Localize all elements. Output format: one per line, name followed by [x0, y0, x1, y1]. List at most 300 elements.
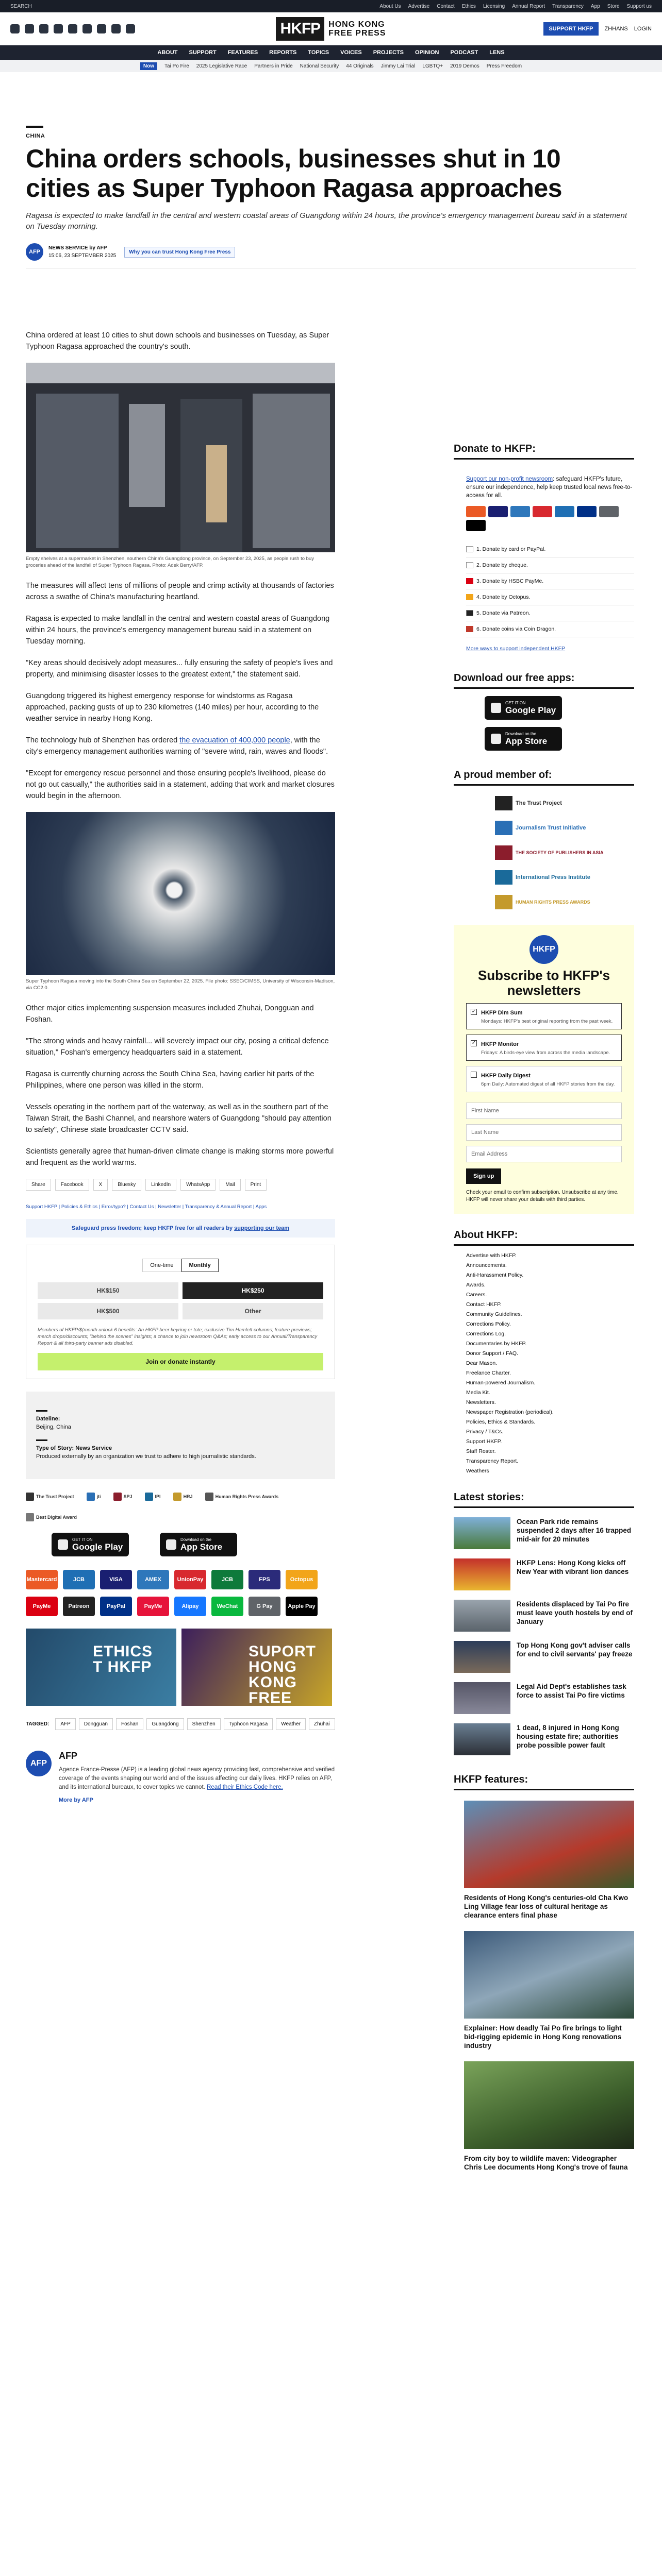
promo-videos [26, 1629, 335, 1706]
byline-text [48, 244, 116, 260]
option-label: 2. Donate by cheque. [476, 562, 528, 568]
about-link[interactable]: Advertise with HKFP. [466, 1252, 517, 1259]
promo-text: ETHICS [93, 1643, 153, 1660]
member-logo[interactable] [495, 796, 634, 810]
hrj-icon [173, 1493, 181, 1501]
trending-link[interactable]: Jimmy Lai Trial [380, 63, 416, 69]
facebook-icon[interactable] [10, 24, 20, 33]
list-item[interactable] [454, 1723, 634, 1755]
jcb-icon [555, 506, 574, 517]
divider [36, 1410, 47, 1412]
amount-options [38, 1282, 323, 1319]
member-logo[interactable] [26, 1513, 77, 1521]
amount-option[interactable]: HK$150 [38, 1282, 178, 1299]
divider [36, 1439, 47, 1441]
donate-option[interactable] [466, 621, 634, 637]
logo-label: The Trust Project [516, 800, 562, 806]
story-title[interactable]: Ocean Park ride remains suspended 2 days after 16 trapped mid-air for 20 minutes [517, 1518, 632, 1543]
about-link[interactable]: Support HKFP. [466, 1438, 502, 1445]
threads-icon[interactable] [54, 24, 63, 33]
trending-link[interactable]: LGBTQ+ [422, 63, 443, 69]
paragraph: China ordered at least 10 cities to shut down schools and businesses on Tuesday, as Super Typhoon Ragasa approached the country's south. [26, 331, 329, 351]
about-link[interactable]: Contact HKFP. [466, 1301, 502, 1308]
feature-title[interactable]: From city boy to wildlife maven: Videographer Chris Lee documents Hong Kong's trove of fauna [464, 2155, 628, 2171]
nav-item[interactable]: FEATURES [227, 49, 258, 56]
hkfp-logo: HKFP [529, 935, 558, 964]
paragraph [26, 735, 335, 757]
checkbox-checked-icon[interactable]: ✓ [471, 1009, 476, 1014]
search-link[interactable]: SEARCH [10, 3, 32, 9]
tag[interactable]: Zhuhai [309, 1718, 335, 1730]
support-video-card[interactable] [181, 1629, 332, 1706]
logo-label: The Trust Project [36, 1494, 74, 1499]
youtube-icon[interactable] [68, 24, 77, 33]
author-box [26, 1751, 335, 1805]
google-play-icon [491, 703, 501, 713]
jti-icon [495, 821, 512, 835]
trust-project-icon [26, 1493, 34, 1501]
member-logo[interactable] [173, 1493, 193, 1501]
paypal-icon[interactable]: PayPal [100, 1597, 132, 1616]
about-link[interactable]: Careers. [466, 1292, 487, 1298]
member-logo[interactable] [495, 845, 634, 860]
google-pay-icon[interactable]: G Pay [249, 1597, 280, 1616]
trending-link[interactable]: Press Freedom [486, 63, 522, 69]
newsletter-heading: Subscribe to HKFP's newsletters [477, 968, 610, 998]
payme-icon[interactable]: PayMe [137, 1597, 169, 1616]
apps-heading: Download our free apps: [454, 672, 634, 689]
google-play-badge[interactable] [485, 696, 562, 720]
story-title[interactable]: HKFP Lens: Hong Kong kicks off New Year with vibrant lion dances [517, 1559, 629, 1575]
tag[interactable]: Shenzhen [187, 1718, 221, 1730]
sign-up-button[interactable]: Sign up [466, 1168, 501, 1184]
nav-item[interactable]: SUPPORT [189, 49, 217, 56]
story-thumbnail [454, 1682, 510, 1714]
spj-icon [495, 845, 512, 860]
coin-icon [466, 626, 473, 632]
paragraph: Guangdong triggered its highest emergency response for windstorms as Ragasa approached, packing gusts of up to 230 kilometres (140 miles) per hour, according to the weather service in nearby Hong Kong. [26, 692, 319, 723]
about-link[interactable]: Documentaries by HKFP. [466, 1341, 527, 1347]
nav-item[interactable]: TOPICS [308, 49, 329, 56]
list-item[interactable] [454, 1517, 634, 1549]
bluesky-icon[interactable] [97, 24, 106, 33]
sidebar [454, 443, 634, 2183]
story-thumbnail [454, 1723, 510, 1755]
story-thumbnail [454, 1517, 510, 1549]
topbar-link[interactable]: Advertise [408, 3, 430, 9]
story-title[interactable]: Legal Aid Dept's establishes task force to assist Tai Po fire victims [517, 1683, 626, 1699]
site-logo[interactable] [276, 17, 386, 41]
about-link[interactable]: Policies, Ethics & Standards. [466, 1419, 536, 1425]
newsletter-signup [454, 925, 634, 1214]
photo-caption: Super Typhoon Ragasa moving into the South China Sea on September 22, 2025. File photo: SSEC/CIMSS, University of Wisconsin-Madison, via CC2.0. [26, 978, 335, 991]
tags [26, 1718, 335, 1730]
first-name-field[interactable]: First Name [466, 1103, 622, 1119]
logo-text [328, 20, 386, 38]
member-logo[interactable] [495, 821, 634, 835]
amount-other[interactable]: Other [183, 1303, 323, 1319]
donate-option[interactable] [466, 605, 634, 621]
print-button[interactable]: Print [245, 1179, 267, 1191]
bio-text: Agence France-Presse (AFP) is a leading global news agency providing fast, comprehensive and verified coverage of the events shaping our world and of the issues affecting our daily lives. HKFP relies on AFP, and its international bureaux, to cover topics we cannot. [59, 1767, 335, 1790]
topbar-link[interactable]: Store [607, 3, 620, 9]
jcb-icon[interactable]: JCB [211, 1570, 243, 1589]
telegram-icon[interactable] [111, 24, 121, 33]
logo-label: SPJ [123, 1494, 133, 1499]
nav-item[interactable]: OPINION [415, 49, 439, 56]
feature-image[interactable] [464, 1801, 634, 1888]
amount-option[interactable]: HK$500 [38, 1303, 178, 1319]
payment-methods [26, 1570, 335, 1616]
topbar-link[interactable]: Annual Report [512, 3, 545, 9]
newsletter-option-dim-sum[interactable] [466, 1003, 622, 1029]
support-team-link[interactable]: supporting our team [234, 1225, 290, 1231]
category-label[interactable]: CHINA [26, 133, 45, 139]
about-link[interactable]: Corrections Log. [466, 1331, 506, 1337]
share-buttons [26, 1179, 335, 1191]
story-type-value: Produced externally by an organization we trust to adhere to high journalistic standards. [36, 1453, 256, 1460]
jti-icon [87, 1493, 95, 1501]
now-badge: Now [140, 62, 157, 70]
ipi-icon [495, 870, 512, 885]
supermarket-photo [26, 363, 335, 552]
visa-icon[interactable]: VISA [100, 1570, 132, 1589]
fps-icon[interactable]: FPS [249, 1570, 280, 1589]
member-logo[interactable] [495, 895, 634, 909]
about-link[interactable]: Newsletters. [466, 1399, 496, 1405]
paragraph: "Key areas should decisively adopt measures... fully ensuring the safety of people's lives and property, and minimising disaster losses to the greatest extent," the statement said. [26, 659, 333, 679]
trust-project-icon [495, 796, 512, 810]
card-logos [466, 506, 634, 531]
about-link[interactable]: Donor Support / FAQ. [466, 1350, 518, 1357]
tag[interactable]: Weather [276, 1718, 306, 1730]
member-logo[interactable] [205, 1493, 279, 1501]
app-store-badge[interactable] [485, 727, 562, 751]
login-link[interactable]: LOGIN [634, 25, 652, 32]
checkbox-icon[interactable] [471, 1072, 477, 1078]
story-title[interactable]: Residents displaced by Tai Po fire must leave youth hostels by end of January [517, 1600, 633, 1625]
ethics-code-link[interactable]: Read their Ethics Code here. [207, 1784, 283, 1790]
dateline-heading: Dateline: [36, 1416, 60, 1422]
member-logo[interactable] [26, 1493, 74, 1501]
byline [26, 243, 636, 261]
linkedin-icon[interactable] [82, 24, 92, 33]
member-logo[interactable] [87, 1493, 101, 1501]
logo-label: jti [96, 1494, 101, 1499]
feature-image[interactable] [464, 2061, 634, 2149]
paragraph: Ragasa is expected to make landfall in the central and western coastal areas of Guangdong within 24 hours, the province's emergency management bureau said in a statement on Tuesday morning. [26, 615, 330, 646]
option-title: HKFP Monitor [481, 1041, 519, 1047]
about-heading: About HKFP: [454, 1229, 634, 1246]
amex-icon [510, 506, 530, 517]
social-links [10, 24, 276, 33]
topbar-link[interactable]: Support us [626, 3, 652, 9]
support-button[interactable]: SUPPORT HKFP [543, 22, 598, 36]
article-title: China orders schools, businesses shut in 10 cities as Super Typhoon Ragasa approaches [26, 144, 562, 202]
share-bluesky-button[interactable]: Bluesky [112, 1179, 141, 1191]
author-bio [59, 1766, 335, 1792]
author-avatar[interactable]: AFP [26, 243, 43, 261]
text: , with the city's emergency management authorities warning of "severe wind, rain, waves and floods". [26, 736, 328, 756]
join-donate-button[interactable]: Join or donate instantly [38, 1353, 323, 1370]
share-linkedin-button[interactable]: LinkedIn [145, 1179, 176, 1191]
newsletter-option-daily[interactable] [466, 1066, 622, 1092]
share-mail-button[interactable]: Mail [220, 1179, 240, 1191]
nav-item[interactable]: LENS [489, 49, 505, 56]
jcb-icon[interactable]: JCB [63, 1570, 95, 1589]
publish-date: 15:06, 23 SEPTEMBER 2025 [48, 253, 117, 259]
more-by-author-link[interactable]: More by AFP [59, 1797, 93, 1803]
patreon-icon [466, 610, 473, 616]
option-desc: Mondays: HKFP's best original reporting from the past week. [481, 1019, 613, 1024]
more-ways-link[interactable]: More ways to support independent HKFP [466, 646, 566, 652]
about-link[interactable]: Staff Roster. [466, 1448, 496, 1454]
tag[interactable]: Guangdong [146, 1718, 184, 1730]
nav-item[interactable]: PODCAST [450, 49, 478, 56]
about-link[interactable]: Corrections Policy. [466, 1321, 511, 1327]
octopus-icon[interactable]: Octopus [286, 1570, 318, 1589]
apple-pay-icon[interactable]: Apple Pay [286, 1597, 318, 1616]
donate-options [466, 541, 634, 637]
footer-links[interactable]: Support HKFP | Policies & Ethics | Error/typo? | Contact Us | Newsletter | Transparency & Annual Report | Apps [26, 1204, 267, 1210]
story-title[interactable]: 1 dead, 8 injured in Hong Kong housing estate fire; authorities probe possible power fault [517, 1724, 619, 1749]
cheque-icon [466, 562, 473, 568]
intro-text: : safeguard HKFP's future, ensure our independence, help keep trusted local news free-to-access for all. [466, 476, 633, 499]
nav-item[interactable]: PROJECTS [373, 49, 404, 56]
badge-label: Google Play [505, 705, 556, 715]
patreon-icon[interactable]: Patreon [63, 1597, 95, 1616]
about-link[interactable]: Newspaper Registration (periodical). [466, 1409, 554, 1415]
trending-bar [0, 60, 662, 72]
language-switch[interactable]: ZHHANS [604, 25, 628, 32]
donate-option[interactable] [466, 557, 634, 573]
topbar-link[interactable]: About Us [379, 3, 401, 9]
about-link[interactable]: Freelance Charter. [466, 1370, 511, 1376]
banner-text: Safeguard press freedom; keep HKFP free for all readers by [71, 1225, 235, 1231]
option-desc: Fridays: A birds-eye view from across the media landscape. [481, 1050, 610, 1056]
logo-label: IPI [155, 1494, 161, 1499]
mastercard-icon[interactable]: Mastercard [26, 1570, 58, 1589]
newsletter-option-monitor[interactable] [466, 1035, 622, 1061]
badge-label: App Store [505, 736, 548, 746]
option-label: 4. Donate by Octopus. [476, 594, 531, 600]
author-avatar[interactable]: AFP [26, 1751, 52, 1776]
nav-item[interactable]: REPORTS [269, 49, 297, 56]
trending-link[interactable]: Partners in Pride [254, 63, 293, 69]
story-type-heading: Type of Story: News Service [36, 1445, 112, 1451]
trending-link[interactable]: 44 Originals [346, 63, 374, 69]
about-link[interactable]: Community Guidelines. [466, 1311, 522, 1317]
trending-link[interactable]: 2019 Demos [450, 63, 479, 69]
option-label: 3. Donate by HSBC PayMe. [476, 578, 544, 584]
member-logo[interactable] [113, 1493, 133, 1501]
member-logo[interactable] [495, 870, 634, 885]
logo-label: Best Digital Award [36, 1515, 77, 1520]
one-time-tab[interactable]: One-time [142, 1259, 181, 1272]
article-body [26, 330, 335, 1805]
about-link[interactable]: Privacy / T&Cs. [466, 1429, 504, 1435]
logo-label: HUMAN RIGHTS PRESS AWARDS [516, 900, 590, 905]
hrpa-icon [495, 895, 512, 909]
topbar-link[interactable]: Transparency [552, 3, 584, 9]
paragraph: Vessels operating in the northern part of the waterway, as well as in the southern part of the Taiwan Strait, the Bashi Channel, and nearshore waters of Guangdong "should pay attention to safety", Chinese state broadcaster CCTV said. [26, 1103, 332, 1134]
logo-label: HRJ [183, 1494, 193, 1499]
badge-small: Download on the [505, 731, 537, 736]
story-meta [26, 1392, 335, 1479]
list-item[interactable] [454, 1600, 634, 1632]
about-link[interactable]: Human-powered Journalism. [466, 1380, 536, 1386]
member-heading: A proud member of: [454, 769, 634, 786]
trending-link[interactable]: 2025 Legislative Race [196, 63, 247, 69]
google-play-icon [58, 1539, 68, 1550]
app-store-badges [26, 1533, 335, 1556]
logo-box: HKFP [276, 17, 324, 41]
about-link[interactable]: Media Kit. [466, 1389, 490, 1396]
topbar-link[interactable]: Contact [437, 3, 455, 9]
badge-small: Download on the [180, 1537, 212, 1542]
evacuation-link[interactable]: the evacuation of 400,000 people [179, 736, 290, 744]
amount-option-selected[interactable]: HK$250 [183, 1282, 323, 1299]
apple-icon [491, 734, 501, 744]
dateline-value: Beijing, China [36, 1424, 71, 1430]
paragraph: "Except for emergency rescue personnel and those ensuring people's livelihood, please do not go out casually," the authorities said in a statement, adding that work and market closures would begin in the afternoon. [26, 769, 335, 800]
story-thumbnail [454, 1558, 510, 1590]
badge-label: Google Play [72, 1541, 123, 1552]
promo-text: KONG FREE [249, 1674, 297, 1706]
about-link[interactable]: Anti-Harassment Policy. [466, 1272, 524, 1278]
nonprofit-link[interactable]: Support our non-profit newsroom [466, 476, 553, 482]
payme-icon[interactable]: PayMe [26, 1597, 58, 1616]
feature-image[interactable] [464, 1931, 634, 2019]
about-link[interactable]: Dear Mason. [466, 1360, 498, 1366]
trust-link[interactable]: Why you can trust Hong Kong Free Press [124, 247, 235, 258]
apple-pay-icon [466, 520, 486, 531]
text: The technology hub of Shenzhen has ordered [26, 736, 180, 744]
checkbox-checked-icon[interactable]: ✓ [471, 1040, 476, 1046]
spj-icon [113, 1493, 122, 1501]
badge-small: GET IT ON [505, 700, 526, 705]
tag[interactable]: AFP [55, 1718, 75, 1730]
nav-item[interactable]: VOICES [340, 49, 362, 56]
apple-icon [166, 1539, 176, 1550]
logo-label: Journalism Trust Initiative [516, 825, 586, 831]
paragraph: Scientists generally agree that human-driven climate change is making storms more powerful and frequent as the world warms. [26, 1147, 334, 1167]
app-store-badge[interactable] [160, 1533, 237, 1556]
logo-label: International Press Institute [516, 874, 590, 880]
alipay-icon[interactable]: Alipay [174, 1597, 206, 1616]
instagram-icon[interactable] [39, 24, 48, 33]
topbar-link[interactable]: App [590, 3, 600, 9]
mastercard-icon [466, 506, 486, 517]
award-icon [26, 1513, 34, 1521]
monthly-tab[interactable]: Monthly [181, 1259, 219, 1272]
paragraph: Ragasa is currently churning across the South China Sea, having earlier hit parts of the Philippines, where one person was killed in the storm. [26, 1070, 315, 1090]
topbar-link[interactable]: Licensing [483, 3, 505, 9]
features-heading: HKFP features: [454, 1774, 634, 1790]
amex-icon[interactable]: AMEX [137, 1570, 169, 1589]
feature-title[interactable]: Explainer: How deadly Tai Po fire brings to light bid-rigging epidemic in Hong Kong renovations industry [464, 2024, 622, 2049]
option-desc: 6pm Daily: Automated digest of all HKFP stories from the day. [481, 1081, 615, 1087]
paragraph: Other major cities implementing suspension measures included Zhuhai, Dongguan and Foshan. [26, 1004, 314, 1024]
latest-stories [454, 1517, 634, 1755]
logo-label: THE SOCIETY OF PUBLISHERS IN ASIA [516, 850, 604, 855]
typhoon-satellite-image [26, 812, 335, 975]
frequency-toggle [38, 1259, 323, 1272]
member-logos-row [26, 1493, 335, 1521]
about-link[interactable]: Awards. [466, 1282, 486, 1288]
about-link[interactable]: Transparency Report. [466, 1458, 519, 1464]
share-x-button[interactable]: X [93, 1179, 108, 1191]
option-title: HKFP Dim Sum [481, 1010, 523, 1016]
tag[interactable]: Foshan [116, 1718, 143, 1730]
donate-option[interactable] [466, 573, 634, 589]
feature-title[interactable]: Residents of Hong Kong's centuries-old Cha Kwo Ling Village fear loss of cultural heritage as clearance enters final phase [464, 1894, 628, 1919]
list-item[interactable] [454, 1641, 634, 1673]
last-name-field[interactable]: Last Name [466, 1124, 622, 1141]
card-icon [466, 546, 473, 552]
tag[interactable]: Dongguan [79, 1718, 113, 1730]
member-logo[interactable] [145, 1493, 161, 1501]
topbar-link[interactable]: Ethics [461, 3, 476, 9]
share-whatsapp-button[interactable]: WhatsApp [180, 1179, 216, 1191]
donate-option[interactable] [466, 589, 634, 605]
rss-icon[interactable] [126, 24, 135, 33]
title-rule [26, 126, 43, 128]
google-play-badge[interactable] [52, 1533, 129, 1556]
article-header [0, 126, 662, 268]
option-label: 1. Donate by card or PayPal. [476, 546, 546, 552]
nav-item[interactable]: ABOUT [157, 49, 178, 56]
option-label: 6. Donate coins via Coin Dragon. [476, 626, 556, 632]
unionpay-icon[interactable]: UnionPay [174, 1570, 206, 1589]
author-name: AFP [59, 1751, 77, 1761]
visa-icon [488, 506, 508, 517]
wechat-pay-icon[interactable]: WeChat [211, 1597, 243, 1616]
unionpay-icon [533, 506, 552, 517]
trending-link[interactable]: Tai Po Fire [164, 63, 189, 69]
email-field[interactable]: Email Address [466, 1146, 622, 1162]
octopus-icon [466, 594, 473, 600]
about-link[interactable]: Announcements. [466, 1262, 507, 1268]
byline-author[interactable]: by AFP [89, 245, 107, 251]
tags-label: TAGGED: [26, 1721, 49, 1727]
features-list [454, 1801, 634, 2172]
tag[interactable]: Typhoon Ragasa [224, 1718, 273, 1730]
paragraph: "The strong winds and heavy rainfall... will severely impact our city, posing a critical defence situation," Foshan's emergency headquarters said in a statement. [26, 1037, 329, 1057]
list-item[interactable] [454, 1682, 634, 1714]
byline-source: NEWS SERVICE [48, 245, 88, 251]
donate-heading: Donate to HKFP: [454, 443, 634, 460]
donate-option[interactable] [466, 541, 634, 557]
award-icon [205, 1493, 213, 1501]
option-title: HKFP Daily Digest [481, 1073, 531, 1079]
share-facebook-button[interactable]: Facebook [55, 1179, 89, 1191]
trending-link[interactable]: National Security [300, 63, 339, 69]
x-icon[interactable] [25, 24, 34, 33]
story-title[interactable]: Top Hong Kong gov't adviser calls for end to civil servants' pay freeze [517, 1641, 633, 1658]
about-link[interactable]: Weathers [466, 1468, 489, 1474]
logo-label: Human Rights Press Awards [215, 1494, 279, 1499]
article-lede: Ragasa is expected to make landfall in the central and western coastal areas of Guangdong within 24 hours, the province's emergency management bureau said in a statement on Tuesday morning. [26, 211, 627, 231]
list-item[interactable] [454, 1558, 634, 1590]
share-label: Share [26, 1179, 51, 1191]
about-links [454, 1251, 634, 1476]
promo-text: SUPORT HONG [249, 1643, 317, 1675]
ipi-icon [145, 1493, 153, 1501]
member-perks: Members of HKFP/$(month unlock 6 benefits: An HKFP beer keyring or tote; exclusive Tim Hamlett columns; feature previews; merch drops/discounts; "behind the scenes" insights; a chance to join newsroom Q&As; early access to our Annual/Transparency Report & all third-party banner ads disabled. [38, 1327, 318, 1346]
payme-icon [466, 578, 473, 584]
ethics-video-card[interactable] [26, 1629, 176, 1706]
